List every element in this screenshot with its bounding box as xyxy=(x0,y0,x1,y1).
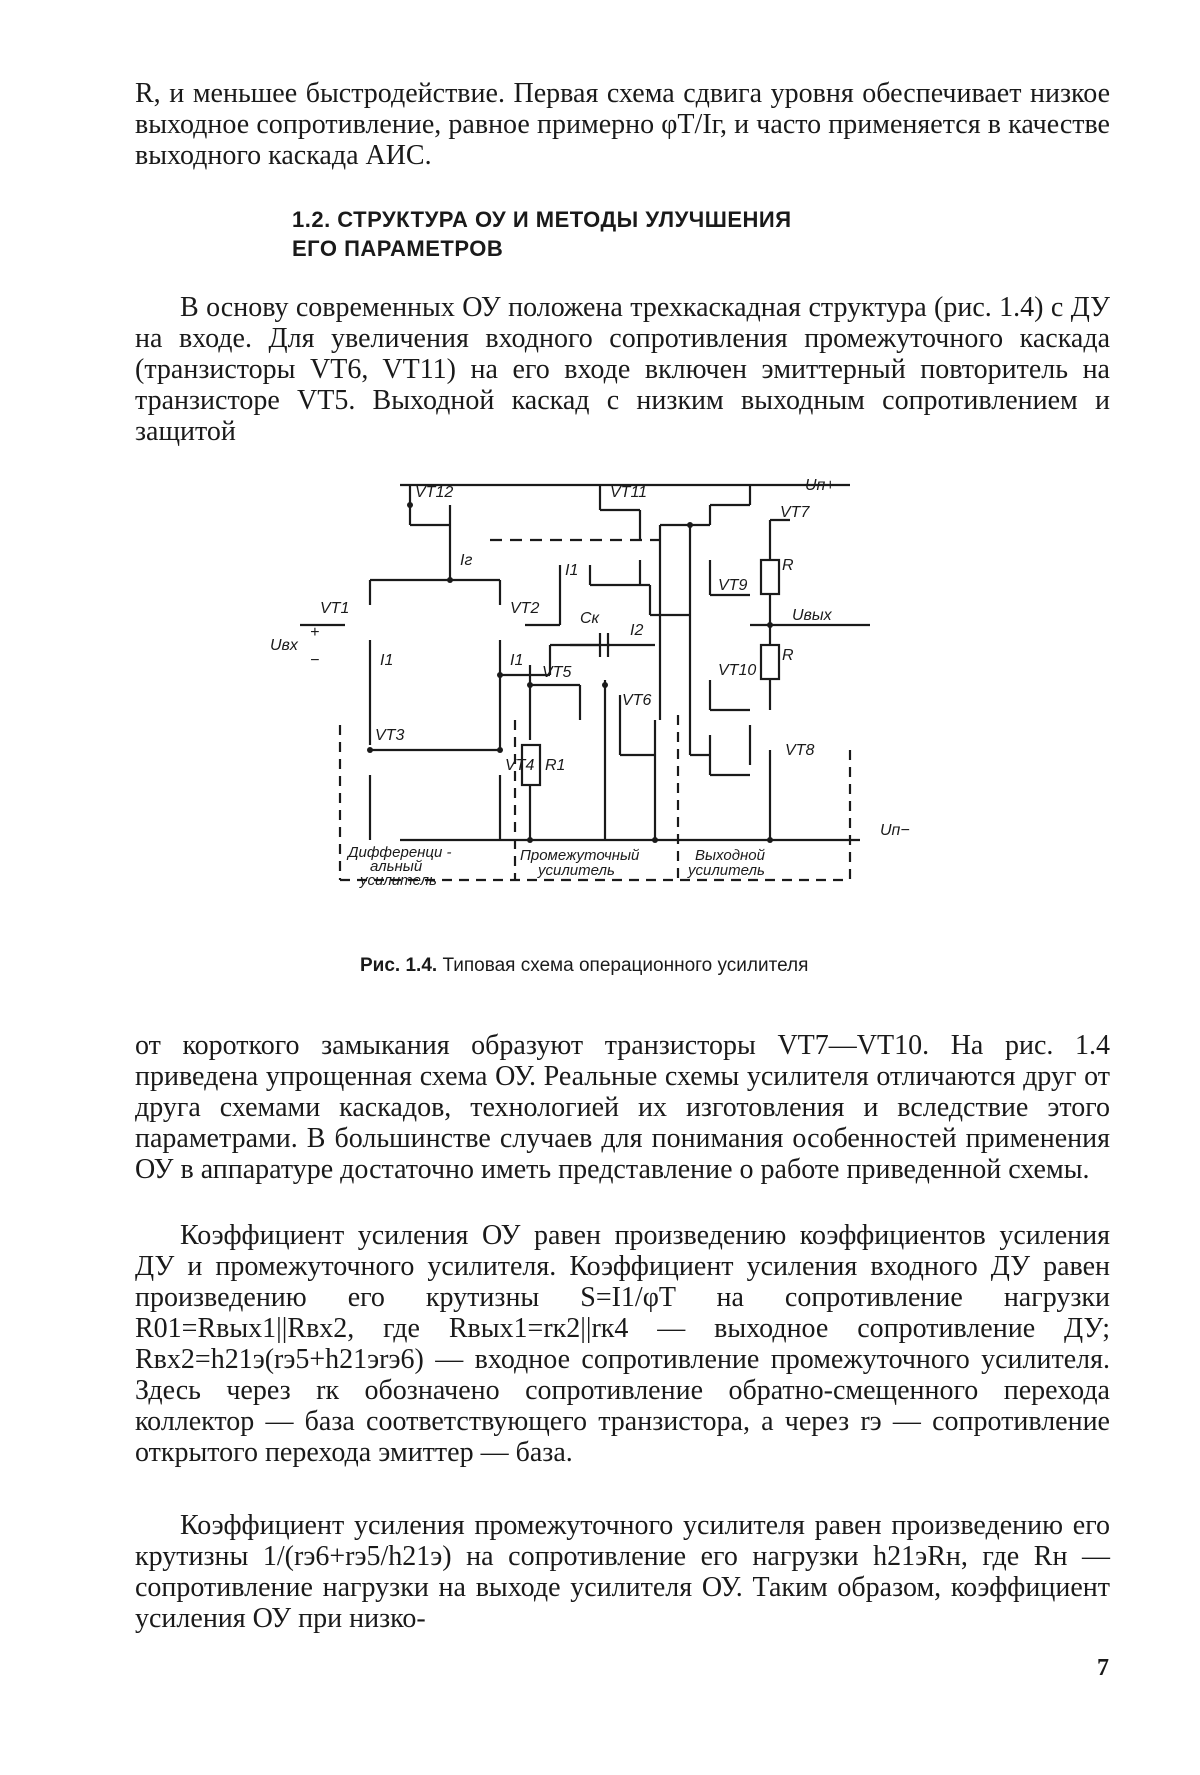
section-out-line1: Выходной xyxy=(695,847,765,864)
section-out-line2: усилитель xyxy=(688,862,765,879)
label-current-i1-left: I1 xyxy=(380,652,394,669)
label-vt8: VT8 xyxy=(785,742,815,759)
label-current-i1-top: I1 xyxy=(565,562,579,579)
op-amp-schematic xyxy=(270,465,910,935)
section-diff-line3: усилитель xyxy=(360,872,437,889)
caption-label: Рис. 1.4. xyxy=(360,955,438,976)
gain-paragraph: Коэффициент усиления ОУ равен произведению коэффициентов усиления ДУ и промежуточного усилителя. Коэффициент усиления входного ДУ равен произведению его крутизны S=I1/φT на сопротивление нагрузки R01=Rвых1||Rвх2, где Rвых1=rк2||rк4 — выходное сопротивление ДУ; Rвх2=h21э(rэ5+h21эrэ6) — входное сопротивление промежуточного усилителя. Здесь через rк обозначено сопротивление обратно-смещенного перехода коллектор — база соответствующего транзистора, а через rэ — сопротивление открытого перехода эмиттер — база. xyxy=(135,1220,1110,1468)
label-vt2: VT2 xyxy=(510,600,540,617)
label-resistor-r-bottom: R xyxy=(782,647,794,664)
structure-paragraph: В основу современных ОУ положена трехкаскадная структура (рис. 1.4) с ДУ на входе. Для увеличения входного сопротивления промежуточного каскада (транзисторы VT6, VT11) на его входе включен эмиттерный повторитель на транзисторе VT5. Выходной каскад с низким выходным сопротивлением и защитой xyxy=(135,292,1110,447)
label-input: Uвх xyxy=(270,637,298,654)
label-vt10: VT10 xyxy=(718,662,757,679)
section-diff-line2: альный xyxy=(370,858,423,875)
caption-text: Типовая схема операционного усилителя xyxy=(442,955,809,976)
label-input-plus: + xyxy=(310,624,320,641)
label-current-i2: I2 xyxy=(630,622,644,639)
section-heading xyxy=(292,205,992,263)
label-vt4: VT4 xyxy=(505,757,535,774)
label-resistor-r1: R1 xyxy=(545,757,566,774)
label-vcc-pos: Uп+ xyxy=(805,477,835,494)
label-current-i1-right: I1 xyxy=(510,652,524,669)
label-output: Uвых xyxy=(792,607,832,624)
label-vt9: VT9 xyxy=(718,577,748,594)
section-heading-line1: 1.2. СТРУКТУРА ОУ И МЕТОДЫ УЛУЧШЕНИЯ xyxy=(292,207,792,232)
section-diff-line1: Дифференци - xyxy=(348,844,452,861)
label-cap-ck: Cк xyxy=(580,610,600,627)
label-current-ig: Iг xyxy=(460,552,473,569)
page-number: 7 xyxy=(1097,1655,1109,1681)
label-input-minus: − xyxy=(310,652,320,669)
label-vt1: VT1 xyxy=(320,600,350,617)
label-vt3: VT3 xyxy=(375,727,405,744)
label-vt12: VT12 xyxy=(415,484,454,501)
protection-paragraph: от короткого замыкания образуют транзисторы VT7—VT10. На рис. 1.4 приведена упрощенная схема ОУ. Реальные схемы усилителя отличаются друг от друга схемами каскадов, технологией их изготовления и вследствие этого параметрами. В большинстве случаев для понимания особенностей применения ОУ в аппаратуре достаточно иметь представление о работе приведенной схемы. xyxy=(135,1030,1110,1185)
label-vcc-neg: Uп− xyxy=(880,822,910,839)
section-heading-line2: ЕГО ПАРАМЕТРОВ xyxy=(292,236,504,261)
intermediate-paragraph: Коэффициент усиления промежуточного усилителя равен произведению его крутизны 1/(rэ6+rэ5/h21э) на сопротивление его нагрузки h21эRн, где Rн — сопротивление нагрузки на выходе усилителя ОУ. Таким образом, коэффициент усиления ОУ при низко- xyxy=(135,1510,1110,1634)
label-vt6: VT6 xyxy=(622,692,652,709)
intro-paragraph: R, и меньшее быстродействие. Первая схема сдвига уровня обеспечивает низкое выходное сопротивление, равное примерно φT/Iг, и часто применяется в качестве выходного каскада АИС. xyxy=(135,78,1110,171)
label-vt5: VT5 xyxy=(542,664,572,681)
section-mid-line2: усилитель xyxy=(538,862,615,879)
label-vt7: VT7 xyxy=(780,504,810,521)
label-resistor-r-top: R xyxy=(782,557,794,574)
label-vt11: VT11 xyxy=(610,484,648,501)
figure-caption xyxy=(360,955,1060,977)
section-mid-line1: Промежуточный xyxy=(520,847,640,864)
